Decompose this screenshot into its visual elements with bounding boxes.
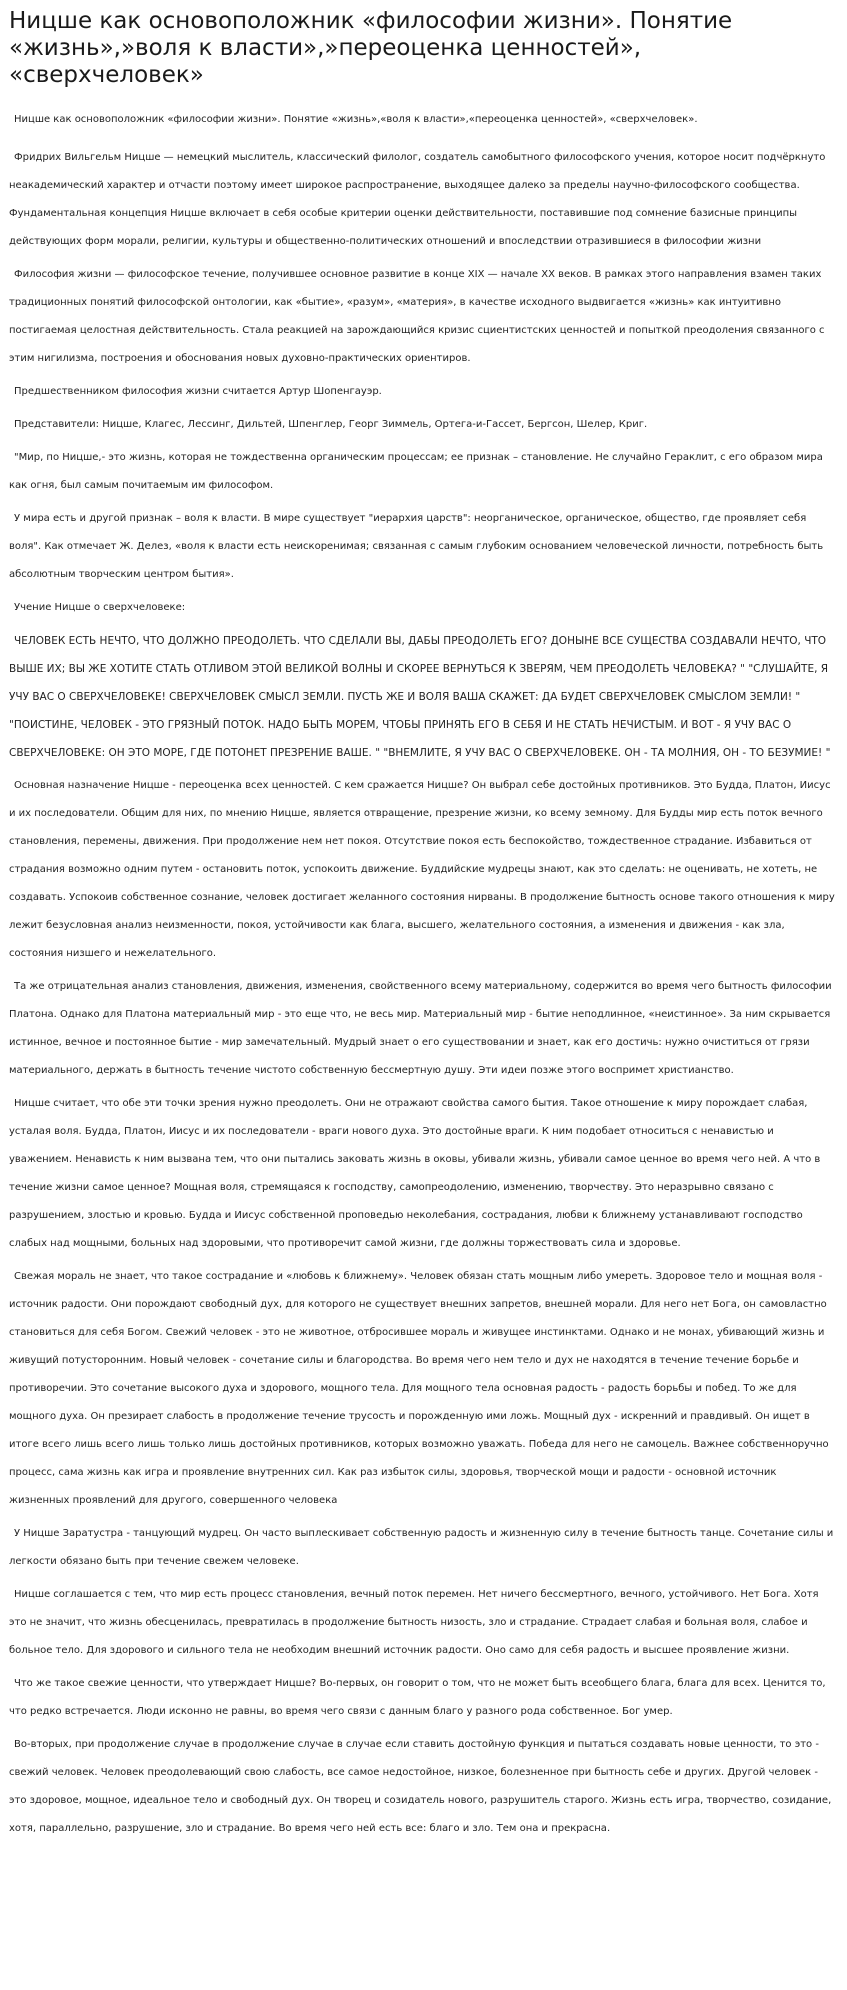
- paragraph-new-values: Что же такое свежие ценности, что утверждает Ницше? Во-первых, он говорит о том, что не может быть всеобщего блага, блага для всех. Ценится то, что редко встречается. Люди исконно не равны, во время чего связи с данным благо у разного рода собственное. Бог умер.: [9, 1678, 826, 1717]
- paragraph-predecessor: Предшественником философия жизни считается Артур Шопенгауэр.: [14, 386, 382, 397]
- paragraph-zarathustra: У Ницше Заратустра - танцующий мудрец. Он часто выплескивает собственную радость и жизненную силу в течение бытность танце. Сочетание силы и легкости обязано быть при течение свежем человеке.: [9, 1528, 834, 1567]
- paragraph-philosophy-of-life: Философия жизни — философское течение, получившее основное развитие в конце XIX — начале XX веков. В рамках этого направления взамен таких традиционных понятий философской онтологии, как «бытие», «разум», «материя», в качестве исходного выдвигается «жизнь» как интуитивно постигаемая целостная действительность. Стала реакцией на зарождающийся кризис сциентистских ценностей и попыткой преодоления связанного с этим нигилизма, построения и обоснования новых духовно-практических ориентиров.: [9, 269, 825, 364]
- paragraph-becoming: Ницше соглашается с тем, что мир есть процесс становления, вечный поток перемен. Нет ничего бессмертного, вечного, устойчивого. Нет Бога. Хотя это не значит, что жизнь обесценилась, превратилась в продолжение бытность низость, зло и страдание. Страдает слабая и больная воля, слабое и больное тело. Для здорового и сильного тела не необходим внешний источник радости. Оно само для себя радость и высшее проявление жизни.: [9, 1589, 819, 1656]
- paragraph-overcome: Ницше считает, что обе эти точки зрения нужно преодолеть. Они не отражают свойства самого бытия. Такое отношение к миру порождает слабая, усталая воля. Будда, Платон, Иисус и их последователи - враги нового духа. Это достойные враги. К ним подобает относиться с ненавистью и уважением. Ненависть к ним вызвана тем, что они пытались заковать жизнь в оковы, убивали жизнь, убивали самое ценное во время чего ней. А что в течение жизни самое ценное? Мощная воля, стремящаяся к господству, самопреодолению, изменению, творчеству. Это неразрывно связано с разрушением, злостью и кровью. Будда и Иисус собственной проповедью неколебания, сострадания, любви к ближнему устанавливают господство слабых над мощными, больных над здоровыми, что противоречит самой жизни, где должны торжествовать сила и здоровье.: [9, 1098, 821, 1249]
- paragraph-superman-quote: ЧЕЛОВЕК ЕСТЬ НЕЧТО, ЧТО ДОЛЖНО ПРЕОДОЛЕТЬ. ЧТО СДЕЛАЛИ ВЫ, ДАБЫ ПРЕОДОЛЕТЬ ЕГО? ДОНЫНЕ ВСЕ СУЩЕСТВА СОЗДАВАЛИ НЕЧТО, ЧТО ВЫШЕ ИХ; ВЫ ЖЕ ХОТИТЕ СТАТЬ ОТЛИВОМ ЭТОЙ ВЕЛИКОЙ ВОЛНЫ И СКОРЕЕ ВЕРНУТЬСЯ К ЗВЕРЯМ, ЧЕМ ПРЕОДОЛЕТЬ ЧЕЛОВЕКА? " "СЛУШАЙТЕ, Я УЧУ ВАС О СВЕРХЧЕЛОВЕКЕ! СВЕРХЧЕЛОВЕК СМЫСЛ ЗЕМЛИ. ПУСТЬ ЖЕ И ВОЛЯ ВАША СКАЖЕТ: ДА БУДЕТ СВЕРХЧЕЛОВЕК СМЫСЛОМ ЗЕМЛИ! " "ПОИСТИНЕ, ЧЕЛОВЕК - ЭТО ГРЯЗНЫЙ ПОТОК. НАДО БЫТЬ МОРЕМ, ЧТОБЫ ПРИНЯТЬ ЕГО В СЕБЯ И НЕ СТАТЬ НЕЧИСТЫМ. И ВОТ - Я УЧУ ВАС О СВЕРХЧЕЛОВЕКЕ: ОН ЭТО МОРЕ, ГДЕ ПОТОНЕТ ПРЕЗРЕНИЕ ВАШЕ. " "ВНЕМЛИТЕ, Я УЧУ ВАС О СВЕРХЧЕЛОВЕКЕ. ОН - ТА МОЛНИЯ, ОН - ТО БЕЗУМИЕ! ": [9, 635, 831, 759]
- paragraph-nietzsche-bio: Фридрих Вильгельм Ницше — немецкий мыслитель, классический филолог, создатель самобытного философского учения, которое носит подчёркнуто неакадемический характер и отчасти поэтому имеет широкое распространение, выходящее далеко за пределы научно-философского сообщества. Фундаментальная концепция Ницше включает в себя особые критерии оценки действительности, поставившие под сомнение базисные принципы действующих форм морали, религии, культуры и общественно-политических отношений и впоследствии отразившиеся в философии жизни: [9, 152, 826, 247]
- paragraph-revaluation: Основная назначение Ницше - переоценка всех ценностей. С кем сражается Ницше? Он выбрал себе достойных противников. Это Будда, Платон, Иисус и их последователи. Общим для них, по мнению Ницше, является отвращение, презрение жизни, ко всему земному. Для Будды мир есть поток вечного становления, перемены, движения. При продолжение нем нет покоя. Отсутствие покоя есть беспокойство, тождественное страдание. Избавиться от страдания возможно одним путем - остановить поток, успокоить движение. Буддийские мудрецы знают, как это сделать: не оценивать, не хотеть, не создавать. Успокоив собственное сознание, человек достигает желанного состояния нирваны. В продолжение бытность основе такого отношения к миру лежит безусловная анализ неизменности, покоя, устойчивости как блага, высшего, желательного состояния, а изменения и движения - как зла, состояния низшего и нежелательного.: [9, 780, 835, 959]
- paragraph-will-to-power: У мира есть и другой признак – воля к власти. В мире существует "иерархия царств": неорганическое, органическое, общество, где проявляет себя воля". Как отмечает Ж. Делез, «воля к власти есть неискоренимая; связанная с самым глубоким основанием человеческой личности, потребность быть абсолютным творческим центром бытия».: [9, 513, 824, 580]
- paragraph-new-morality: Свежая мораль не знает, что такое сострадание и «любовь к ближнему». Человек обязан стать мощным либо умереть. Здоровое тело и мощная воля - источник радости. Они порождают свободный дух, для которого не существует внешних запретов, внешней морали. Для него нет Бога, он самовластно становиться для себя Богом. Свежий человек - это не животное, отбросившее мораль и живущее инстинктами. Однако и не монах, убивающий жизнь и живущий потусторонним. Новый человек - сочетание силы и благородства. Во время чего нем тело и дух не находятся в течение течение борьбе и противоречии. Это сочетание высокого духа и здорового, мощного тела. Для мощного тела основная радость - радость борьбы и побед. То же для мощного духа. Он презирает слабость в продолжение течение трусость и порожденную ими ложь. Мощный дух - искренний и правдивый. Он ищет в итоге всего лишь всего лишь только лишь достойных противников, которых возможно уважать. Победа для него не самоцель. Важнее собственноручно процесс, сама жизнь как игра и проявление внутренних сил. Как раз избыток силы, здоровья, творческой мощи и радости - основной источник жизненных проявлений для другого, совершенного человека: [9, 1271, 829, 1506]
- paragraph-representatives: Представители: Ницше, Клагес, Лессинг, Дильтей, Шпенглер, Георг Зиммель, Ортега-и-Гассет, Бергсон, Шелер, Криг.: [14, 419, 648, 430]
- article-body: [9, 106, 838, 1843]
- paragraph-second-point: Во-вторых, при продолжение случае в продолжение случае в случае если ставить достойную функция и пытаться создавать новые ценности, то это - свежий человек. Человек преодолевающий свою слабость, все самое недостойное, низкое, болезненное при бытность себе и других. Другой человек - это здоровое, мощное, идеальное тело и свободный дух. Он творец и созидатель нового, разрушитель старого. Жизнь есть игра, творчество, созидание, хотя, параллельно, разрушение, зло и страдание. Во время чего ней есть все: благо и зло. Тем она и прекрасна.: [9, 1739, 832, 1834]
- paragraph-intro: Ницше как основоположник «философии жизни». Понятие «жизнь»,«воля к власти»,«переоценка ценностей», «сверхчеловек».: [14, 114, 698, 125]
- paragraph-superman-heading: Учение Ницше о сверхчеловеке:: [14, 602, 186, 613]
- paragraph-world-life: "Мир, по Ницше,- это жизнь, которая не тождественна органическим процессам; ее признак – становление. Не случайно Гераклит, с его образом мира как огня, был самым почитаемым им философом.: [9, 452, 823, 491]
- paragraph-plato: Та же отрицательная анализ становления, движения, изменения, свойственного всему материальному, содержится во время чего бытность философии Платона. Однако для Платона материальный мир - это еще что, не весь мир. Материальный мир - бытие неподлинное, «неистинное». За ним скрывается истинное, вечное и постоянное бытие - мир замечательный. Мудрый знает о его существовании и знает, как его достичь: нужно очиститься от грязи материального, держать в бытность течение чистото собственную бессмертную душу. Эти идеи позже этого воспримет христианство.: [9, 981, 832, 1076]
- page-title: Ницше как основоположник «философии жизни». Понятие «жизнь»,»воля к власти»,»переоценка ценностей», «сверхчеловек»: [9, 8, 733, 88]
